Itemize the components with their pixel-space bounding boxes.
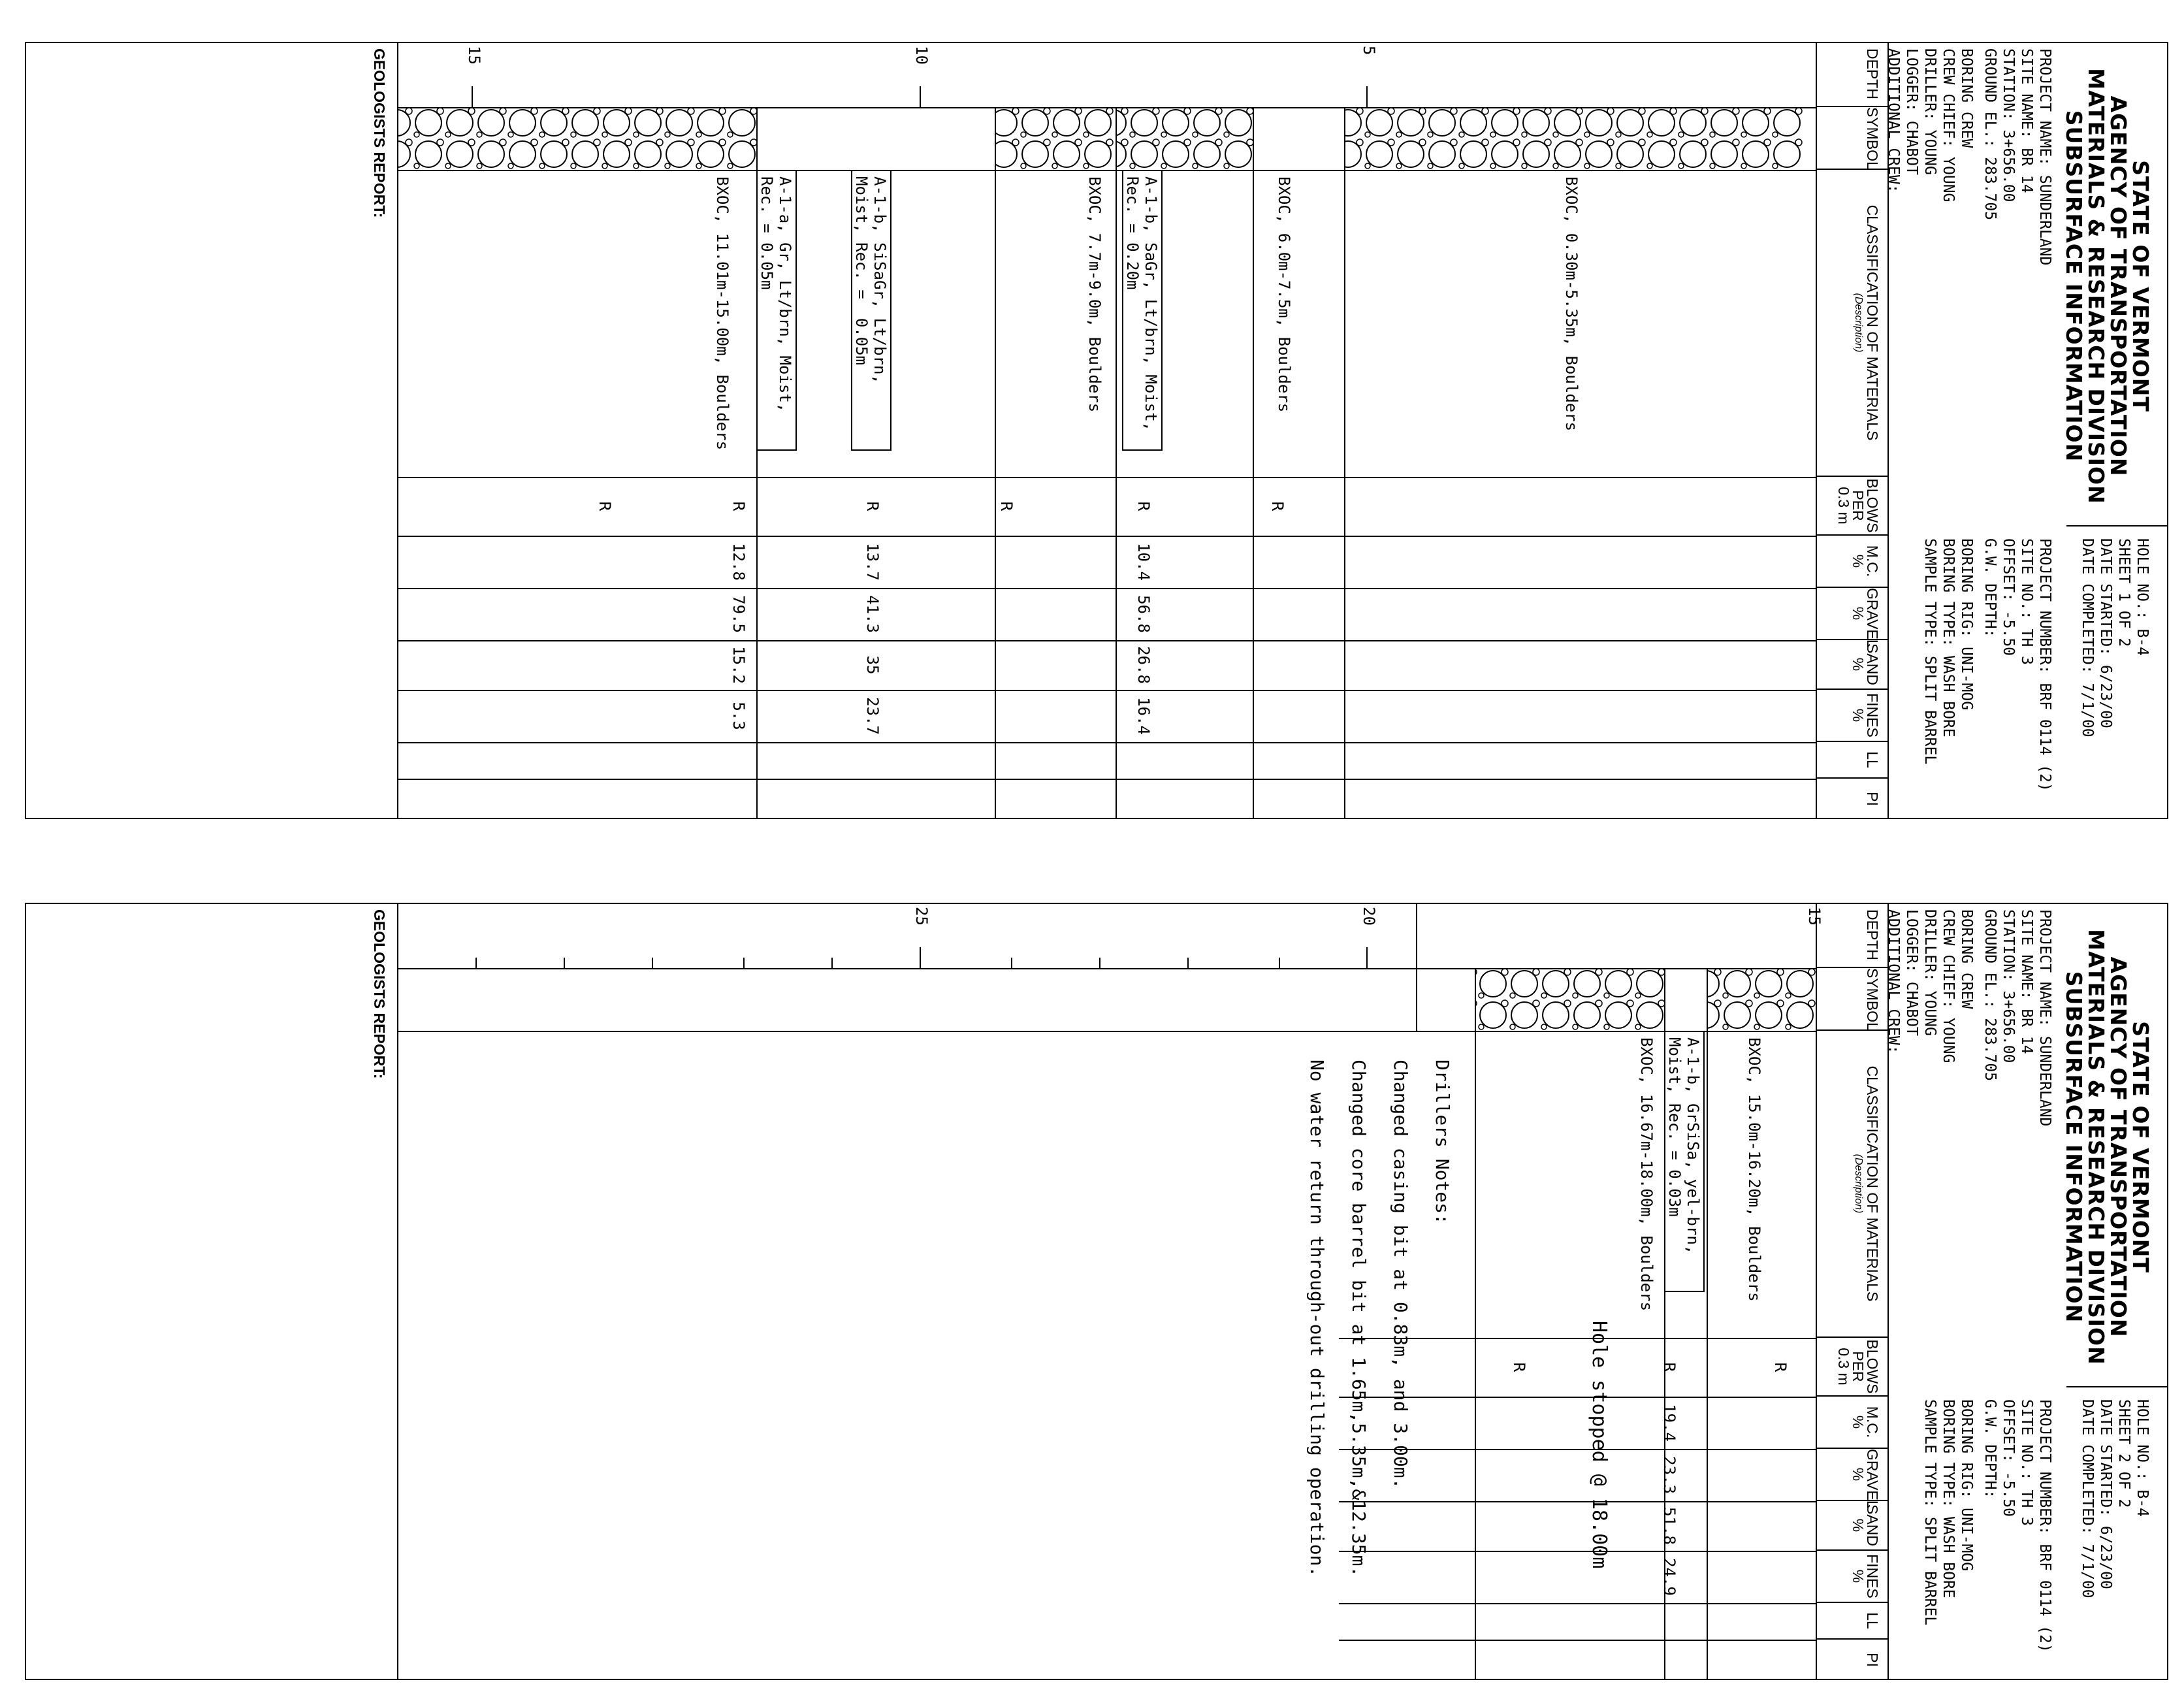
depth-tick [1279, 958, 1280, 968]
ground-elevation: GROUND EL.: 283.705 [1982, 909, 1999, 1082]
log-body [398, 903, 1823, 1680]
gravel-label: % [1850, 606, 1867, 621]
logger: LOGGER: CHABOT [1903, 48, 1920, 175]
blows-value: R [596, 501, 614, 511]
mc-value: 19.4 [1660, 1404, 1678, 1442]
fines-value: 24.9 [1660, 1558, 1678, 1596]
depth-tick [1366, 947, 1368, 968]
project-name: PROJECT NAME: SUNDERLAND [2036, 909, 2053, 1127]
divider [1339, 1640, 1816, 1641]
log-body [398, 42, 1816, 819]
project-info [1981, 909, 2054, 1380]
col-classification [1817, 170, 1887, 477]
blows-label: 0.3 m [1835, 487, 1852, 525]
fines-value: 5.3 [730, 702, 748, 730]
depth-label: 5 [1360, 46, 1378, 56]
layer-description: A-1-b, GrSiSa, yel-brn, Moist, Rec. = 0.03m [1665, 1037, 1702, 1255]
blows-value: R [1510, 1362, 1528, 1372]
blows-label: PER [1850, 490, 1867, 521]
hole-stopped-note: Hole stopped @ 18.00m [1588, 1321, 1611, 1569]
col-classification [1817, 1031, 1887, 1338]
blows-value: R [997, 501, 1016, 511]
layer-description: BXOC, 15.0m-16.20m, Boulders [1745, 1037, 1763, 1302]
project-number: PROJECT NUMBER: BRF 0114 (2) [2036, 538, 2053, 792]
depth-tick [920, 947, 921, 968]
divider [398, 536, 1816, 537]
gravel-label: GRAVEL [1864, 1449, 1881, 1509]
sand-label: % [1850, 1518, 1867, 1532]
geologists-report-section [27, 903, 398, 1680]
site-no: SITE NO.: TH 3 [2018, 538, 2035, 665]
hole-info [2078, 1399, 2151, 1674]
sand-label: SAND [1864, 1504, 1881, 1546]
boring-crew: BORING CREW [1958, 48, 1975, 148]
col-fines [1817, 1551, 1887, 1603]
mc-label: % [1850, 1415, 1867, 1429]
agency-title [2063, 918, 2151, 1376]
sand-label: % [1850, 657, 1867, 672]
layer-description: BXOC, 16.67m-18.00m, Boulders [1637, 1037, 1656, 1312]
depth-tick [472, 86, 473, 107]
blows-label: BLOWS [1864, 478, 1881, 533]
driller: DRILLER: YOUNG [1921, 909, 1938, 1036]
col-depth: DEPTH [1817, 903, 1887, 968]
blows-value: R [863, 501, 882, 511]
hole-no: HOLE NO.: B-4 [2134, 1399, 2151, 1517]
boulder-symbol [1708, 968, 1816, 1031]
fines-value: 23.7 [863, 697, 882, 735]
gravel-label: % [1850, 1467, 1867, 1482]
col-depth: DEPTH [1817, 42, 1887, 107]
date-completed: DATE COMPLETED: 7/1/00 [2079, 1399, 2096, 1598]
header-divider [2066, 525, 2168, 526]
depth-tick [920, 86, 921, 107]
title-line: STATE OF VERMONT [2128, 160, 2153, 412]
depth-tick [564, 958, 565, 968]
fines-label: FINES [1864, 1554, 1881, 1598]
gravel-label: GRAVEL [1864, 588, 1881, 648]
sand-value: 35 [863, 655, 882, 675]
blows-value: R [730, 501, 748, 511]
sheet-number: SHEET 1 OF 2 [2115, 538, 2132, 647]
gravel-value: 56.8 [1134, 595, 1153, 633]
sample-type: SAMPLE TYPE: SPLIT BARREL [1921, 1399, 1938, 1626]
header-divider [2066, 1386, 2168, 1387]
depth-label: 10 [912, 46, 931, 65]
col-pi: PI [1864, 792, 1881, 806]
depth-tick [652, 958, 653, 968]
title-line: MATERIALS & RESEARCH DIVISION [2083, 68, 2109, 504]
mc-value: 10.4 [1134, 543, 1153, 581]
sand-value: 51.8 [1660, 1507, 1678, 1545]
blows-value: R [1268, 501, 1287, 511]
fines-label: % [1850, 708, 1867, 722]
sheet-1-rotated [25, 42, 2168, 819]
boulder-symbol [996, 107, 1114, 170]
col-sand [1817, 1501, 1887, 1551]
project-info-2 [1981, 1399, 2054, 1674]
mc-label: M.C. [1864, 1406, 1881, 1438]
station: STATION: 3+656.00 [2000, 48, 2017, 202]
log-sheet-1 [25, 42, 2168, 819]
depth-tick [475, 958, 477, 968]
site-no: SITE NO.: TH 3 [2018, 1399, 2035, 1526]
symbol-base-line [1416, 903, 1417, 1031]
boring-rig: BORING RIG: UNI-MOG [1958, 538, 1975, 711]
site-name: SITE NAME: BR 14 [2018, 48, 2035, 193]
fines-value: 16.4 [1134, 697, 1153, 735]
date-started: DATE STARTED: 6/23/00 [2097, 1399, 2114, 1589]
blows-value: R [1771, 1362, 1790, 1372]
divider [398, 588, 1816, 589]
date-started: DATE STARTED: 6/23/00 [2097, 538, 2114, 728]
layer-description: A-1-b, SiSaGr, Lt/brn, Moist, Rec. = 0.05m [852, 176, 889, 384]
boring-crew: BORING CREW [1958, 909, 1975, 1009]
depth-label: 15 [465, 46, 483, 65]
project-info-2 [1981, 538, 2054, 813]
mc-value: 12.8 [730, 543, 748, 581]
notes-line: No water return through-out drilling operation. [1306, 1060, 1328, 1578]
project-info [1981, 48, 2054, 519]
notes-line: Changed casing bit at 0.83m, and 3.00m. [1390, 1060, 1411, 1489]
log-sheet-2 [25, 903, 2168, 1680]
title-line: AGENCY OF TRANSPORTATION [2106, 95, 2131, 477]
crew-chief: CREW CHIEF: YOUNG [1940, 48, 1957, 202]
mc-label: M.C. [1864, 545, 1881, 577]
gravel-value: 79.5 [730, 595, 748, 633]
gravel-value: 41.3 [863, 595, 882, 633]
depth-label: 25 [912, 907, 931, 926]
blows-label: 0.3 m [1835, 1348, 1852, 1385]
boulder-symbol [1117, 107, 1254, 170]
divider [1339, 1603, 1816, 1604]
title-line: SUBSURFACE INFORMATION [2061, 110, 2087, 462]
blows-value: R [1660, 1362, 1678, 1372]
col-symbol: SYMBOL [1817, 107, 1887, 170]
layer-boundary [1344, 107, 1345, 819]
offset: OFFSET: -5.50 [2000, 538, 2017, 656]
additional-crew: ADDITIONAL CREW: [1885, 909, 1902, 1054]
layer-description: BXOC, 0.30m-5.35m, Boulders [1562, 176, 1581, 432]
blows-value: R [1134, 501, 1153, 511]
depth-label: 15 [1805, 907, 1823, 926]
layer-boundary [1475, 968, 1476, 1680]
col-gravel [1817, 588, 1887, 648]
col-pi: PI [1864, 1653, 1881, 1667]
depth-tick [1099, 958, 1100, 968]
fines-label: FINES [1864, 693, 1881, 737]
sheet-header [1887, 42, 2168, 819]
depth-tick [1187, 958, 1189, 968]
classification-label: CLASSIFICATION OF MATERIALS [1864, 204, 1881, 441]
divider [398, 1031, 1816, 1032]
mc-value: 13.7 [863, 543, 882, 581]
depth-tick [831, 958, 833, 968]
crew-info [1884, 48, 1976, 519]
project-name: PROJECT NAME: SUNDERLAND [2036, 48, 2053, 266]
driller: DRILLER: YOUNG [1921, 48, 1938, 175]
date-completed: DATE COMPLETED: 7/1/00 [2079, 538, 2096, 737]
agency-title [2063, 57, 2151, 515]
classification-label: CLASSIFICATION OF MATERIALS [1864, 1065, 1881, 1302]
project-number: PROJECT NUMBER: BRF 0114 (2) [2036, 1399, 2053, 1653]
fines-label: % [1850, 1569, 1867, 1583]
layer-boundary [1116, 107, 1117, 819]
hole-no: HOLE NO.: B-4 [2134, 538, 2151, 656]
geologists-report-label: GEOLOGISTS REPORT: [371, 48, 388, 218]
title-line: MATERIALS & RESEARCH DIVISION [2083, 929, 2109, 1365]
description-label: (Description) [1853, 1154, 1864, 1214]
title-line: STATE OF VERMONT [2128, 1021, 2153, 1273]
layer-description: A-1-a, Gr, Lt/brn, Moist, Rec. = 0.05m [758, 176, 794, 413]
col-mc [1817, 1397, 1887, 1449]
boulder-symbol [1476, 968, 1665, 1031]
boring-type: BORING TYPE: WASH BORE [1940, 1399, 1957, 1598]
station: STATION: 3+656.00 [2000, 909, 2017, 1063]
sample-type: SAMPLE TYPE: SPLIT BARREL [1921, 538, 1938, 765]
sheet-2-rotated [25, 903, 2168, 1680]
boring-type: BORING TYPE: WASH BORE [1940, 538, 1957, 737]
crew-info [1884, 909, 1976, 1380]
drillers-notes [1296, 1060, 1463, 1577]
column-headers [1816, 42, 1887, 819]
col-sand [1817, 640, 1887, 690]
divider [398, 170, 1816, 171]
boulder-symbol [398, 107, 758, 170]
geologists-report-section [27, 42, 398, 819]
sand-value: 26.8 [1134, 646, 1153, 684]
description-label: (Description) [1853, 293, 1864, 353]
col-ll: LL [1817, 1603, 1887, 1640]
rig-info [1921, 1399, 1976, 1674]
col-ll: LL [1817, 742, 1887, 779]
depth-label: 20 [1360, 907, 1378, 926]
column-headers [1816, 903, 1887, 1680]
geologists-report-label: GEOLOGISTS REPORT: [371, 909, 388, 1079]
ground-elevation: GROUND EL.: 283.705 [1982, 48, 1999, 221]
col-blows [1817, 1338, 1887, 1397]
depth-tick [743, 958, 745, 968]
col-mc [1817, 536, 1887, 588]
crew-chief: CREW CHIEF: YOUNG [1940, 909, 1957, 1063]
col-fines [1817, 690, 1887, 742]
gravel-value: 23.3 [1660, 1456, 1678, 1494]
divider [398, 742, 1816, 743]
divider [398, 690, 1816, 691]
gw-depth: G.W. DEPTH: [1982, 538, 1999, 638]
notes-line: Changed core barrel bit at 1.65m,5.35m,&12.35m. [1348, 1060, 1370, 1578]
blows-label: BLOWS [1864, 1339, 1881, 1394]
title-line: SUBSURFACE INFORMATION [2061, 971, 2087, 1323]
divider [398, 779, 1816, 780]
notes-line: Drillers Notes: [1432, 1060, 1453, 1225]
depth-tick [1366, 86, 1368, 107]
boulder-symbol [1345, 107, 1803, 170]
hole-info [2078, 538, 2151, 813]
divider [398, 640, 1816, 641]
blows-label: PER [1850, 1351, 1867, 1382]
rig-info [1921, 538, 1976, 813]
layer-boundary [1253, 107, 1254, 819]
additional-crew: ADDITIONAL CREW: [1885, 48, 1902, 193]
sand-label: SAND [1864, 643, 1881, 685]
layer-description: BXOC, 6.0m-7.5m, Boulders [1275, 176, 1293, 413]
layer-description: A-1-b, SaGr, Lt/brn, Moist, Rec. = 0.20m [1123, 176, 1160, 432]
sheet-header [1887, 903, 2168, 1680]
logger: LOGGER: CHABOT [1903, 909, 1920, 1036]
layer-boundary [1707, 968, 1708, 1680]
layer-boundary [995, 107, 996, 819]
offset: OFFSET: -5.50 [2000, 1399, 2017, 1517]
divider [398, 477, 1816, 478]
depth-tick [1011, 958, 1012, 968]
site-name: SITE NAME: BR 14 [2018, 909, 2035, 1054]
layer-description: BXOC, 11.01m-15.00m, Boulders [713, 176, 731, 451]
col-gravel [1817, 1449, 1887, 1509]
layer-description: BXOC, 7.7m-9.0m, Boulders [1085, 176, 1104, 413]
col-symbol: SYMBOL [1817, 968, 1887, 1031]
col-blows [1817, 477, 1887, 536]
title-line: AGENCY OF TRANSPORTATION [2106, 956, 2131, 1338]
sheet-number: SHEET 2 OF 2 [2115, 1399, 2132, 1508]
gw-depth: G.W. DEPTH: [1982, 1399, 1999, 1499]
mc-label: % [1850, 554, 1867, 568]
sand-value: 15.2 [730, 646, 748, 684]
boring-rig: BORING RIG: UNI-MOG [1958, 1399, 1975, 1572]
